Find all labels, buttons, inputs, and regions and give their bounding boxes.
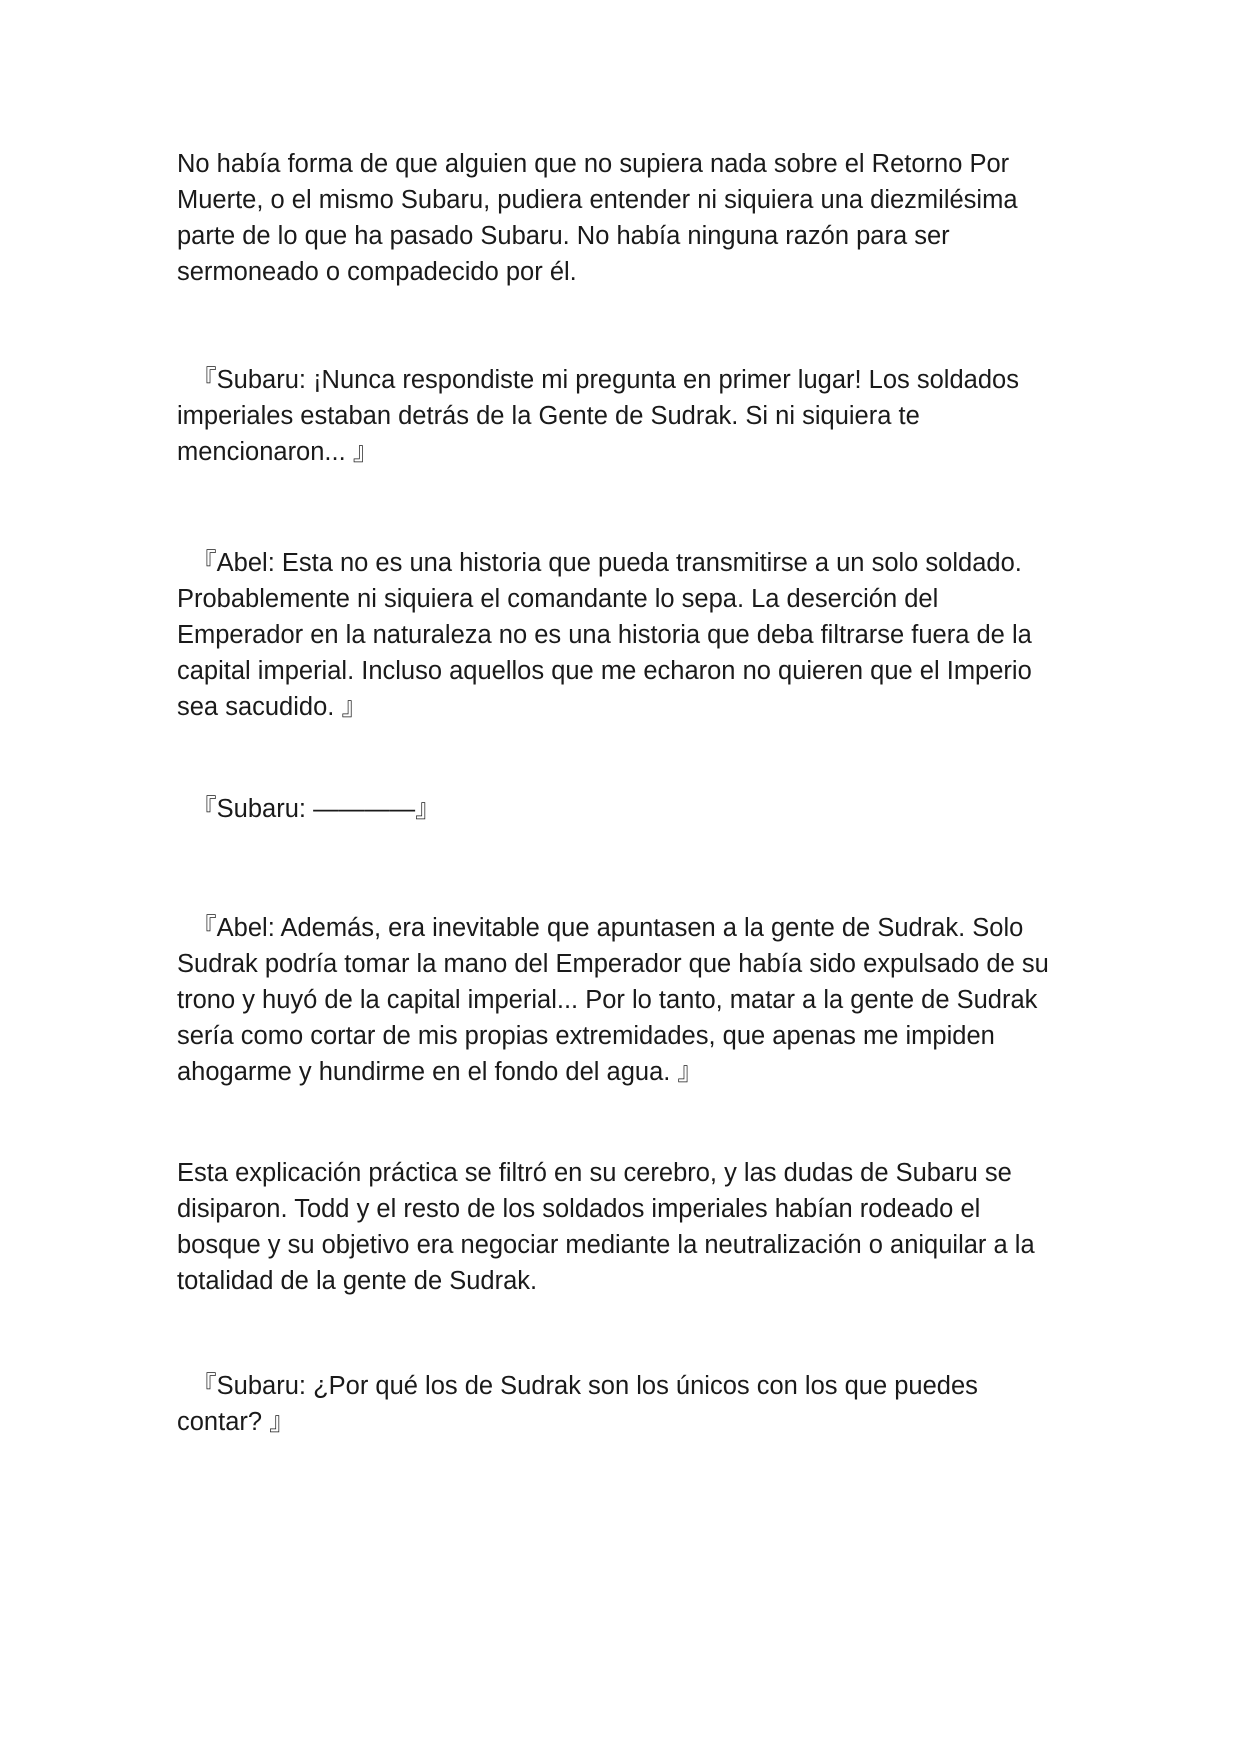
dialogue-abel-historia: 『Abel: Esta no es una historia que pueda transmitirse a un solo soldado. Probablemente ni siquiera el comandante lo sepa. La deserción del Emperador en la naturaleza no es una historia que deba filtrarse fuera de la capital imperial. Incluso aquellos que me echaron no quieren que el Imperio sea sacudido. 』 (177, 549, 1039, 721)
narration-paragraph-explicacion: Esta explicación práctica se filtró en su cerebro, y las dudas de Subaru se disiparon. Todd y el resto de los soldados imperiales habían rodeado el bosque y su objetivo era negociar mediante la neutralización o aniquilar a la totalidad de la gente de Sudrak. (177, 1159, 1042, 1295)
dialogue-subaru-silence: 『Subaru: ————』 (177, 795, 441, 823)
dialogue-subaru-pregunta: 『Subaru: ¡Nunca respondiste mi pregunta en primer lugar! Los soldados imperiales estaban detrás de la Gente de Sudrak. Si ni siquiera te mencionaron... 』 (177, 366, 1027, 466)
dialogue-abel-sudrak: 『Abel: Además, era inevitable que apuntasen a la gente de Sudrak. Solo Sudrak podría tomar la mano del Emperador que había sido expulsado de su trono y huyó de la capital imperial... Por lo tanto, matar a la gente de Sudrak sería como cortar de mis propias extremidades, que apenas me impiden ahogarme y hundirme en el fondo del agua. 』 (177, 914, 1056, 1086)
dialogue-subaru-por-que: 『Subaru: ¿Por qué los de Sudrak son los únicos con los que puedes contar? 』 (177, 1372, 985, 1436)
narration-paragraph-retorno: No había forma de que alguien que no supiera nada sobre el Retorno Por Muerte, o el mismo Subaru, pudiera entender ni siquiera una diezmilésima parte de lo que ha pasado Subaru. No había ninguna razón para ser sermoneado o compadecido por él. (177, 150, 1025, 286)
